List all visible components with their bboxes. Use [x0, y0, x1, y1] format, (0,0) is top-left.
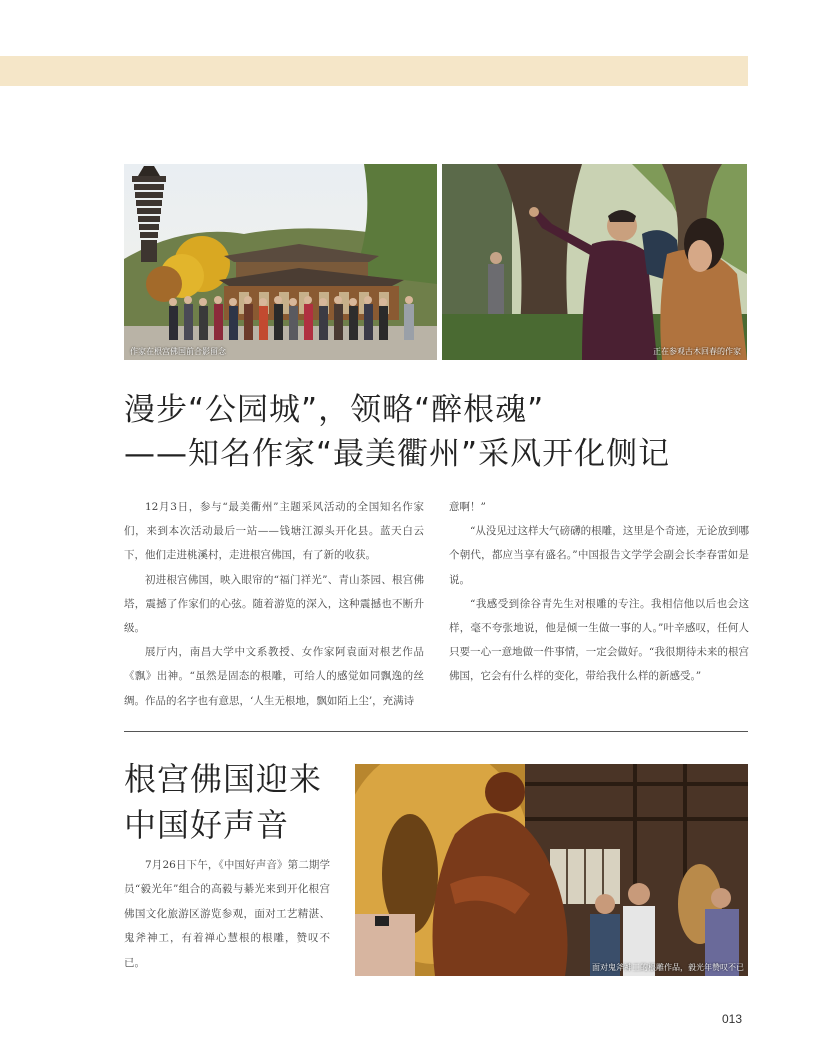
- group-photo-caption: 作家在根宫佛国前合影留念: [130, 347, 226, 356]
- story2-title-line-2: 中国好声音: [124, 806, 290, 844]
- headline-line-1: 漫步“公园城”，领略“醉根魂”: [124, 392, 545, 428]
- article-column-left: [124, 495, 424, 713]
- body-paragraph: 展厅内，南昌大学中文系教授、女作家阿袁面对根艺作品《飘》出神。“虽然是固态的根雕，可给人的感觉如同飘逸的丝绸。作品的名字也有意思，‘人生无根地，飘如陌上尘’，充满诗: [124, 646, 424, 707]
- story2-title-line-1: 根宫佛国迎来: [124, 760, 323, 798]
- body-paragraph: 意啊！”: [449, 501, 486, 513]
- story2-body: [124, 853, 330, 975]
- tree-photo: [442, 164, 747, 360]
- body-paragraph: 7月26日下午，《中国好声音》第二期学员“毅光年”组合的高毅与綦光来到开化根宫佛国文化旅游区游览参观，面对工艺精湛、鬼斧神工，有着禅心慧根的根雕，赞叹不已。: [124, 859, 330, 969]
- top-color-band: [0, 56, 748, 86]
- body-paragraph: “从没见过这样大气磅礴的根雕，这里是个奇迹，无论放到哪个朝代，都应当享有盛名。”中国报告文学学会副会长李春雷如是说。: [449, 525, 749, 586]
- story2-headline: [124, 756, 322, 848]
- section-divider: [124, 731, 748, 732]
- hall-photo: [355, 764, 748, 976]
- group-photo: [124, 164, 437, 360]
- body-paragraph: 12月3日，参与“最美衢州”主题采风活动的全国知名作家们，来到本次活动最后一站——钱塘江源头开化县。蓝天白云下，他们走进桃溪村，走进根宫佛国，有了新的收获。: [124, 501, 424, 562]
- page-number: 013: [722, 1012, 743, 1026]
- body-paragraph: “我感受到徐谷青先生对根雕的专注。我相信他以后也会这样，毫不夸张地说，他是倾一生做一事的人。”叶辛感叹，任何人只要一心一意地做一件事情，一定会做好。“我很期待未来的根宫佛国，它会有什么样的变化，带给我什么样的新感受。”: [449, 597, 749, 683]
- body-paragraph: 初进根宫佛国，映入眼帘的“福门祥光”、青山茶园、根宫佛塔，震撼了作家们的心弦。随着游览的深入，这种震撼也不断升级。: [124, 573, 424, 635]
- tree-photo-caption: 正在参观古木回春的作家: [653, 347, 741, 356]
- headline-line-2: ——知名作家“最美衢州”采风开化侧记: [124, 436, 671, 472]
- main-headline: [124, 388, 670, 476]
- article-column-right: [449, 495, 749, 689]
- hall-photo-caption: 面对鬼斧神工的根雕作品，毅光年赞叹不已: [592, 963, 744, 972]
